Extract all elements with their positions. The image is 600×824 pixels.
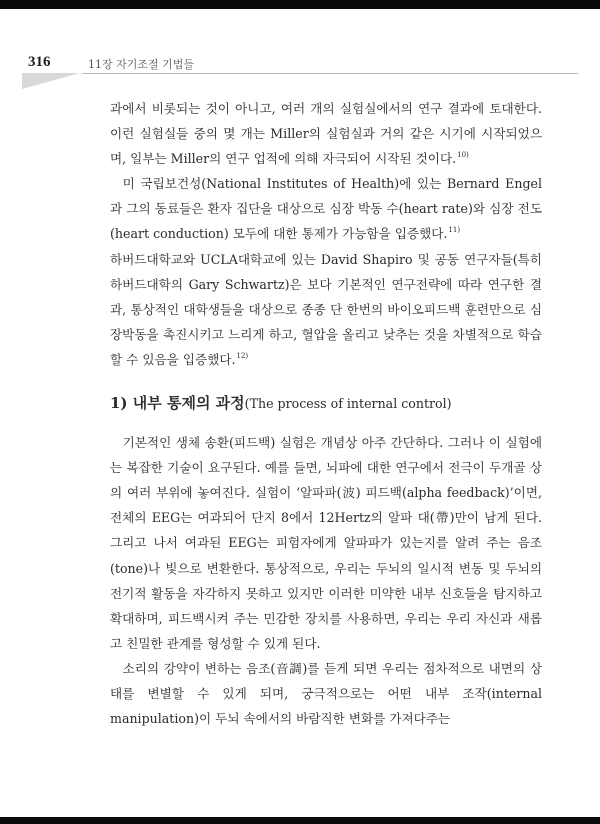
section-title-english: (The process of internal control) [244, 396, 452, 412]
footnote-marker: 12) [236, 351, 249, 360]
top-border [0, 0, 600, 9]
header-rule [82, 73, 578, 74]
chapter-title: 11장 자기조절 기법들 [88, 58, 194, 71]
paragraph: 소리의 강약이 변하는 음조(音調)를 듣게 되면 우리는 점차적으로 내면의 상태를 변별할 수 있게 되며, 궁극적으로는 어떤 내부 조작(internal manipulation)이 두뇌 속에서의 바람직한 변화를 가져다주는 [110, 660, 542, 727]
paragraph: 과에서 비롯되는 것이 아니고, 여러 개의 실험실에서의 연구 결과에 토대한다. 이런 실험실들 중의 몇 개는 Miller의 실험실과 거의 같은 시기에 시작되었으며, 일부는 Miller의 연구 업적에 의해 자극되어 시작된 것이다.$^{10)}$ [110, 101, 542, 167]
bottom-border [0, 817, 600, 824]
paragraph: 하버드대학교와 UCLA대학교에 있는 David Shapiro 및 공동 연구자들(특히 하버드대학의 Gary Schwartz)은 보다 기본적인 연구전략에 따라 연구한 결과, 통상적인 대학생들을 대상으로 종종 단 한번의 바이오피드백 훈련만으로 심장박동을 촉진시키고 느리게 하고, 혈압을 올리고 낮추는 것을 차별적으로 학습할 수 있음을 입증했다.$^{12)}$ [110, 251, 542, 367]
footnote-marker: 11) [448, 226, 461, 235]
body-text [110, 96, 542, 731]
page-tab-decoration [22, 73, 80, 89]
paragraph: 기본적인 생체 송환(피드백) 실험은 개념상 아주 간단하다. 그러나 이 실험에는 복잡한 기술이 요구된다. 예를 들면, 뇌파에 대한 연구에서 전극이 두개골 상의 여러 부위에 놓여진다. 실험이 ‘알파파(波) 피드백(alpha feedback)’이면, 전체의 EEG는 여과되어 단지 8에서 12Hertz의 알파 대(帶)만이 남게 된다. 그리고 나서 여과된 EEG는 피험자에게 알파파가 있는지를 알려 주는 음조(tone)나 빛으로 변환한다. 통상적으로, 우리는 두뇌의 일시적 변동 및 두뇌의 전기적 활동을 자각하지 못하고 있지만 이러한 미약한 내부 신호들을 탐지하고 확대하며, 피드백시켜 주는 민감한 장치를 사용하면, 우리는 우리 자신과 새롭고 친밀한 관계를 형성할 수 있게 된다. [110, 435, 542, 651]
page-number: 316 [28, 54, 51, 70]
section-number: 1) [110, 394, 128, 413]
section-title: 내부 통제의 과정 [132, 394, 245, 413]
footnote-marker: 10) [457, 151, 469, 160]
paragraph: 미 국립보건성(National Institutes of Health)에 있는 Bernard Engel과 그의 동료들은 환자 집단을 대상으로 심장 박동 수(heart rate)와 심장 전도(heart conduction) 모두에 대한 통제가 가능함을 입증했다.$^{11)}$ [110, 176, 542, 242]
section-heading [110, 391, 542, 416]
